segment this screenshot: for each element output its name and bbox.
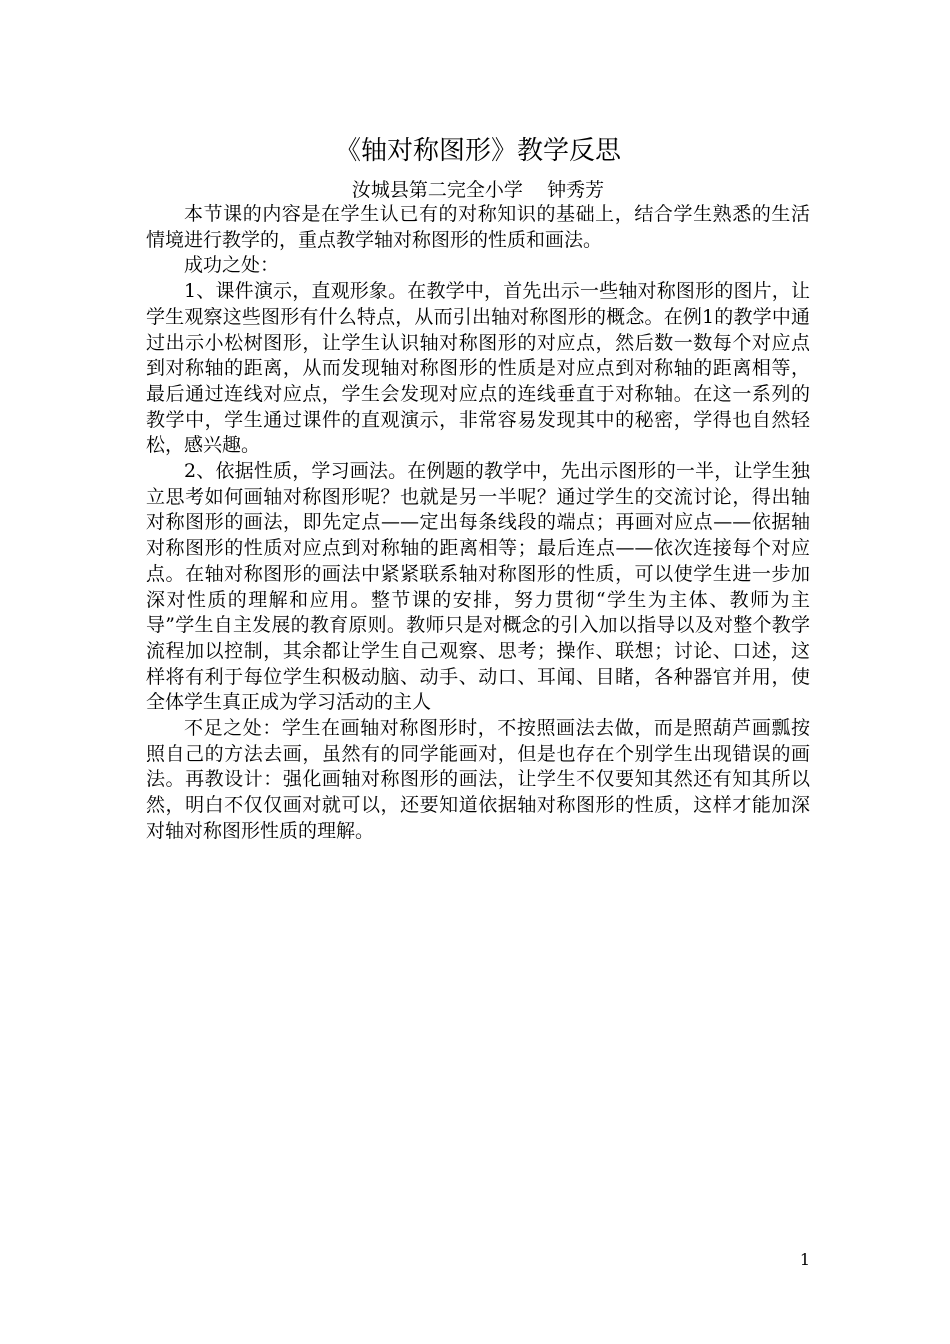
paragraph-shortcomings: 不足之处：学生在画轴对称图形时，不按照画法去做，而是照葫芦画瓢按照自己的方法去画，虽然有的同学能画对，但是也存在个别学生出现错误的画法。再教设计：强化画轴对称图形的画法，让学生不仅要知其然还有知其所以然，明白不仅仅画对就可以，还要知道依据轴对称图形的性质，这样才能加深对轴对称图形性质的理解。 xyxy=(146,717,810,842)
paragraph-intro: 本节课的内容是在学生认已有的对称知识的基础上，结合学生熟悉的生活情境进行教学的，重点教学轴对称图形的性质和画法。 xyxy=(146,203,810,251)
document-title: 《轴对称图形》教学反思 xyxy=(334,136,621,166)
paragraph-success-heading: 成功之处： xyxy=(184,254,280,277)
paragraph-point-2: 2、依据性质，学习画法。在例题的教学中，先出示图形的一半，让学生独立思考如何画轴对称图形呢？也就是另一半呢？通过学生的交流讨论，得出轴对称图形的画法，即先定点——定出每条线段的端点；再画对应点——依据轴对称图形的性质对应点到对称轴的距离相等；最后连点——依次连接每个对应点。在轴对称图形的画法中紧紧联系轴对称图形的性质，可以使学生进一步加深对性质的理解和应用。整节课的安排，努力贯彻“学生为主体、教师为主导”学生自主发展的教育原则。教师只是对概念的引入加以指导以及对整个教学流程加以控制，其余都让学生自己观察、思考；操作、联想；讨论、口述，这样将有利于每位学生积极动脑、动手、动口、耳闻、目睹，各种器官并用，使全体学生真正成为学习活动的主人 xyxy=(146,460,810,714)
author-line: 汝城县第二完全小学 钟秀芳 xyxy=(351,179,605,201)
page-number: 1 xyxy=(799,1250,810,1269)
document-body xyxy=(146,202,810,845)
paragraph-point-1: 1、课件演示，直观形象。在教学中，首先出示一些轴对称图形的图片，让学生观察这些图形有什么特点，从而引出轴对称图形的概念。在例1的教学中通过出示小松树图形，让学生认识轴对称图形的对应点，然后数一数每个对应点到对称轴的距离，从而发现轴对称图形的性质是对应点到对称轴的距离相等，最后通过连线对应点，学生会发现对应点的连线垂直于对称轴。在这一系列的教学中，学生通过课件的直观演示，非常容易发现其中的秘密，学得也自然轻松，感兴趣。 xyxy=(146,280,810,457)
